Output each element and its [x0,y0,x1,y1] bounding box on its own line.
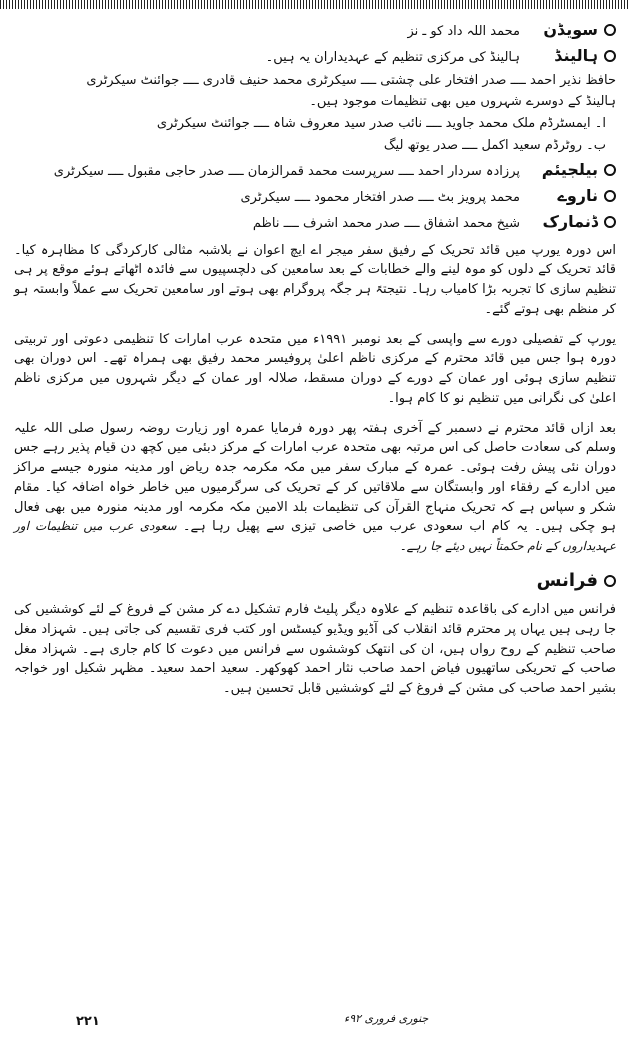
paragraph-umrah-text: بعد ازاں قائد محترم نے دسمبر کے آخری ہفتہ پھر دورہ فرمایا عمرہ اور زیارت روضہ رسول صلی اللہ علیہ وسلم کی سعادت حاصل کی اس مرتبہ بھی متحدہ عرب امارات کے مرکز دبئی میں کچھ دن قیام پذیر رہے جس دوران نئی پیش رفت ہوئی۔ عمرہ کے مبارک سفر میں مکہ مکرمہ جدہ ریاض اور مدینہ منورہ جیسے مراکز میں ادارے کے رفقاء اور وابستگان سے ملاقاتیں کر کے تحریک کی سرگرمیوں میں خاطر خواہ اضافہ کیا۔ مقام شکر و سپاس ہے کہ تحریک منہاج القرآن کی تنظیمات بلد الامین مکہ مکرمہ اور مدینہ منورہ میں بھی فعال ہو چکی ہیں۔ یہ کام اب سعودی عرب میں خاصی تیزی سے پھیل رہا ہے۔ [14,420,616,535]
paragraph-uae-tour: یورپ کے تفصیلی دورے سے واپسی کے بعد نومبر ۱۹۹۱ء میں متحدہ عرب امارات کا تنظیمی دعوتی اور تربیتی دورہ ہوا جس میں قائد محترم کے مرکزی ناظم اعلیٰ پروفیسر محمد رفیق بھی ہمراہ تھے۔ اس دوران بھی تنظیم سازی ہوئی اور عمان کے دورے کے دوران مسقط، صلالہ اور عمان کے دیگر شہروں میں مرکزی ناظم اعلیٰ کی نگرانی میں تنظیم نو کا کام ہوا۔ [14,331,616,406]
holland-city-amsterdam: ا۔ ایمسٹرڈم ملک محمد جاوید ــــ نائب صدر سید معروف شاہ ــــ جوائنٹ سیکرٹری [156,116,606,132]
paragraph-umrah-tour [14,419,616,557]
bullet-circle-icon [604,50,616,62]
country-sweden [14,18,616,42]
country-belgium [14,158,616,182]
bullet-circle-icon [604,190,616,202]
paragraph-europe-tour: اس دورہ یورپ میں قائد تحریک کے رفیق سفر میجر اے ایچ اعوان نے بلاشبہ مثالی کارکردگی کا مظاہرہ کیا۔ قائد تحریک کے دلوں کو موہ لینے والے خطابات کے بعد سامعین کی دلچسپیوں سے فائدہ اٹھاتے ہوئے موقع پر ہی تنظیم سازی کا تجربہ بڑا کامیاب رہا۔ نتیجتہً ہر جگہ پروگرام بھی ہوتے اور سامعین تحریک سے عملاً وابستہ ہو کر منظم بھی ہوتے گئے۔ [14,242,616,317]
country-denmark [14,210,616,234]
country-label: ہالینڈ [520,44,616,68]
paragraph-france: فرانس میں ادارے کی باقاعدہ تنظیم کے علاوہ دیگر پلیٹ فارم تشکیل دے کر مشن کے فروغ کے لئے کوششیں کی جا رہی ہیں یہاں پر محترم قائد انقلاب کی آڈیو ویڈیو کیسٹس اور کتب فری تقسیم کی جاتی ہیں۔ شہزاد مغل صاحب تنظیم کے روح رواں ہیں، ان کی انتھک کوششوں سے فرانس میں دعوت کا کام جاری ہے۔ شہزاد مغل صاحب کے تحریکی ساتھیوں فیاض احمد صاحب نثار احمد کھوکھر۔ سعید احمد سعید۔ مظہر شکیل اور خواجہ بشیر احمد صاحب کی مشن کے فروغ کے لئے کوششیں قابل تحسین ہیں۔ [14,602,616,697]
country-label: سویڈن [520,18,616,42]
country-entry: شیخ محمد اشفاق ــــ صدر محمد اشرف ــــ ناظم [252,216,520,232]
country-entry: محمد اللہ داد کو ـ نز [407,24,520,39]
bullet-circle-icon [604,216,616,228]
holland-office-bearers: حافظ نذیر احمد ــــ صدر افتخار علی چشتی ــــ سیکرٹری محمد حنیف قادری ــــ جوائنٹ سیکرٹری [86,72,616,88]
page-number: ۲۲۱ [76,1014,100,1029]
country-holland [14,44,616,68]
country-entry: ہالینڈ کی مرکزی تنظیم کے عہدیداران یہ ہیں۔ [265,50,520,66]
saudi-note: سعودی عرب میں تنظیمات اور عہدیداروں کے نام حکمتاً نہیں دیئے جا رہے۔ [14,519,616,554]
country-entry: محمد پرویز بٹ ــــ صدر افتخار محمود ــــ سیکرٹری [240,189,520,205]
page-footer [14,1008,616,1036]
document-page [14,16,616,1032]
bullet-circle-icon [604,575,616,587]
top-border [0,0,630,9]
country-label: بیلجیئم [520,158,616,182]
country-norway [14,184,616,208]
section-france-heading: فرانس [14,567,616,594]
country-label: ناروے [520,184,616,208]
bullet-circle-icon [604,24,616,36]
holland-other-cities: ہالینڈ کے دوسرے شہروں میں بھی تنظیمات موجود ہیں۔ [309,94,616,110]
holland-city-rotterdam: ب۔ روٹرڈم سعید اکمل ــــ صدر یوتھ لیگ [383,137,606,153]
bullet-circle-icon [604,164,616,176]
country-entry: پرزادہ سردار احمد ــــ سرپرست محمد قمرالزمان ــــ صدر حاجی مقبول ــــ سیکرٹری [53,163,520,179]
issue-date: جنوری فروری ۹۲ء [344,1012,429,1025]
country-label: ڈنمارک [520,210,616,234]
